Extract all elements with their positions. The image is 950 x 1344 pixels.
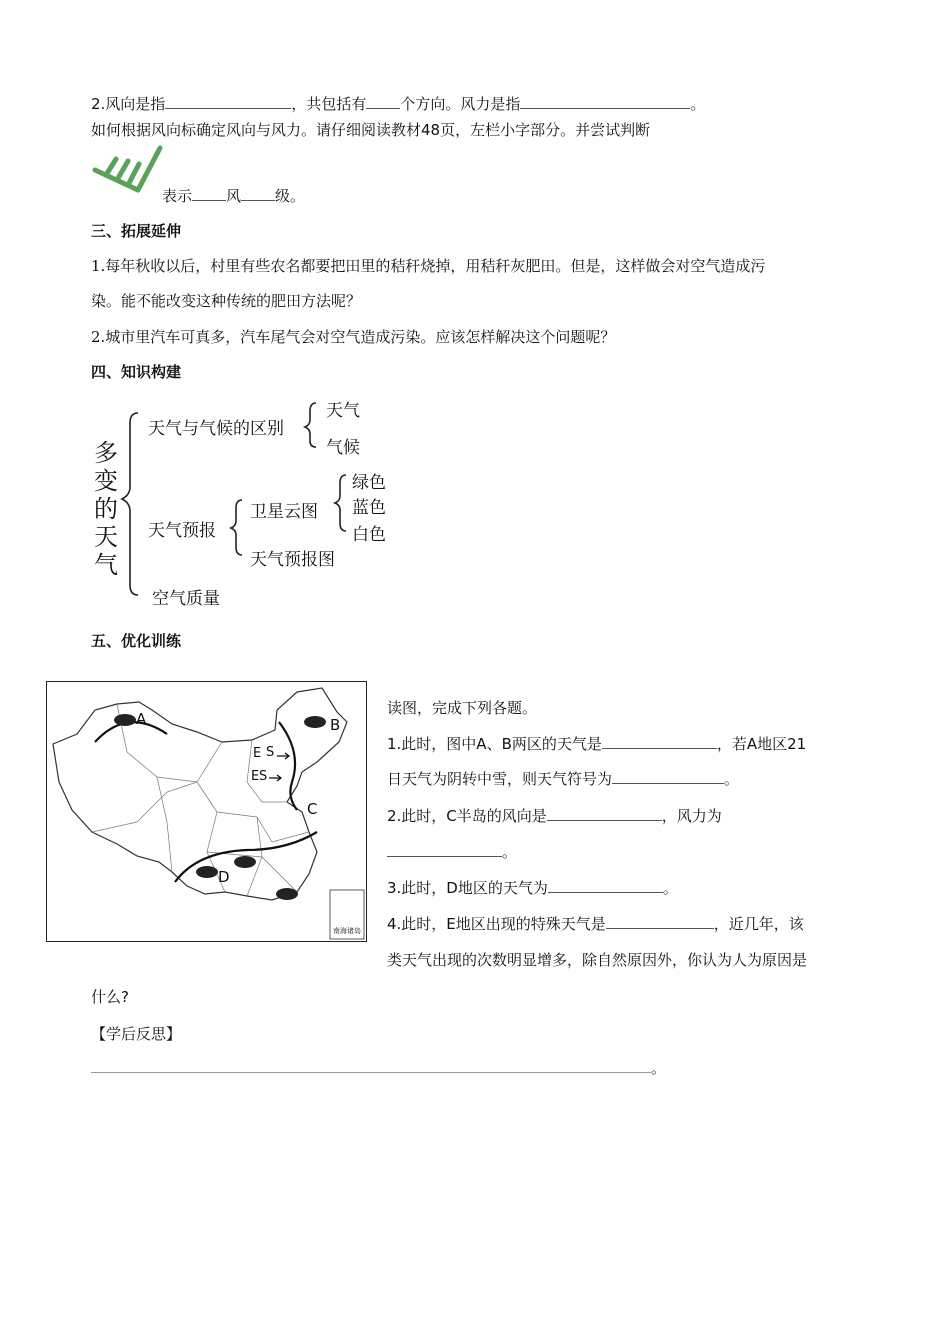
answer-blank[interactable] [612,769,724,784]
answer-blank[interactable] [520,94,690,109]
heading-extension: 三、拓展延伸 [91,222,182,240]
map-label-e1: E [253,746,262,761]
paragraph-1b: 染。能不能改变这种传统的肥田方法呢？ [91,292,362,310]
tree-leaf-climate: 气候 [326,438,360,458]
question-4c: 什么? [91,988,129,1006]
question-1a: 1.此时，图中A、B两区的天气是 ，若A地区21 [387,735,807,753]
map-intro: 读图，完成下列各题。 [387,699,538,717]
question-3: 3.此时，D地区的天气为 。 [387,879,678,897]
china-map-outline [47,682,366,941]
question-2a: 2.此时，C半岛的风向是 ，风力为 [387,807,722,825]
tree-sub-satellite: 卫星云图 [250,502,318,522]
reflection-title: 【学后反思】 [91,1025,182,1043]
tree-branch-air-quality: 空气质量 [152,589,220,609]
question-4a: 4.此时，E地区出现的特殊天气是 ，近几年，该 [387,915,804,933]
answer-blank[interactable] [241,186,275,201]
question-2b: 。 [387,841,517,862]
tree-leaf-blue: 蓝色 [352,498,386,518]
answer-blank[interactable] [602,734,717,749]
map-label-e2: E [251,769,260,784]
tree-leaf-white: 白色 [352,525,386,545]
tree-root: 多变的天气 [94,439,118,579]
reflection-blank[interactable] [91,1058,651,1073]
tree-leaf-weather: 天气 [326,401,360,421]
answer-blank[interactable] [606,914,714,929]
paragraph-2: 2.城市里汽车可真多，汽车尾气会对空气造成污染。应该怎样解决这个问题呢？ [91,328,616,346]
map-label-c: C [307,800,318,818]
map-inset-label: 南海诸岛 [333,927,361,935]
knowledge-tree [90,395,400,607]
wind-vane-question: 表示 风 级。 [162,187,306,205]
question-4b: 类天气出现的次数明显增多，除自然原因外，你认为人为原因是 [387,951,808,969]
tree-branch-forecast: 天气预报 [148,521,216,541]
tree-leaf-green: 绿色 [352,473,386,493]
tree-branch-weather-climate: 天气与气候的区别 [148,419,284,439]
heading-practice: 五、优化训练 [91,632,182,650]
wind-vane-icon [90,143,166,193]
answer-blank[interactable] [547,806,662,821]
answer-blank[interactable] [387,842,502,857]
question-wind-definition: 2.风向是指 ，共包括有 个方向。风力是指 。 [91,95,706,113]
map-label-d: D [218,868,230,886]
question-1b: 日天气为阴转中雪，则天气符号为 。 [387,770,740,788]
map-label-s2: S [259,769,268,784]
answer-blank[interactable] [192,186,226,201]
paragraph-1a: 1.每年秋收以后，村里有些农名都要把田里的秸秆烧掉，用秸秆灰肥田。但是，这样做会对空气造成污 [91,257,766,275]
answer-blank[interactable] [548,878,663,893]
reflection-line: 。 [91,1057,666,1078]
tree-sub-forecast-map: 天气预报图 [250,550,335,570]
map-label-s1: S [266,745,275,760]
map-label-b: B [330,716,341,734]
map-label-a: A [136,710,147,728]
instruction-text: 如何根据风向标确定风向与风力。请仔细阅读教材48页，左栏小字部分。并尝试判断 [91,121,651,139]
answer-blank[interactable] [165,94,291,109]
heading-knowledge: 四、知识构建 [91,363,182,381]
answer-blank[interactable] [366,94,400,109]
weather-map [46,681,367,942]
